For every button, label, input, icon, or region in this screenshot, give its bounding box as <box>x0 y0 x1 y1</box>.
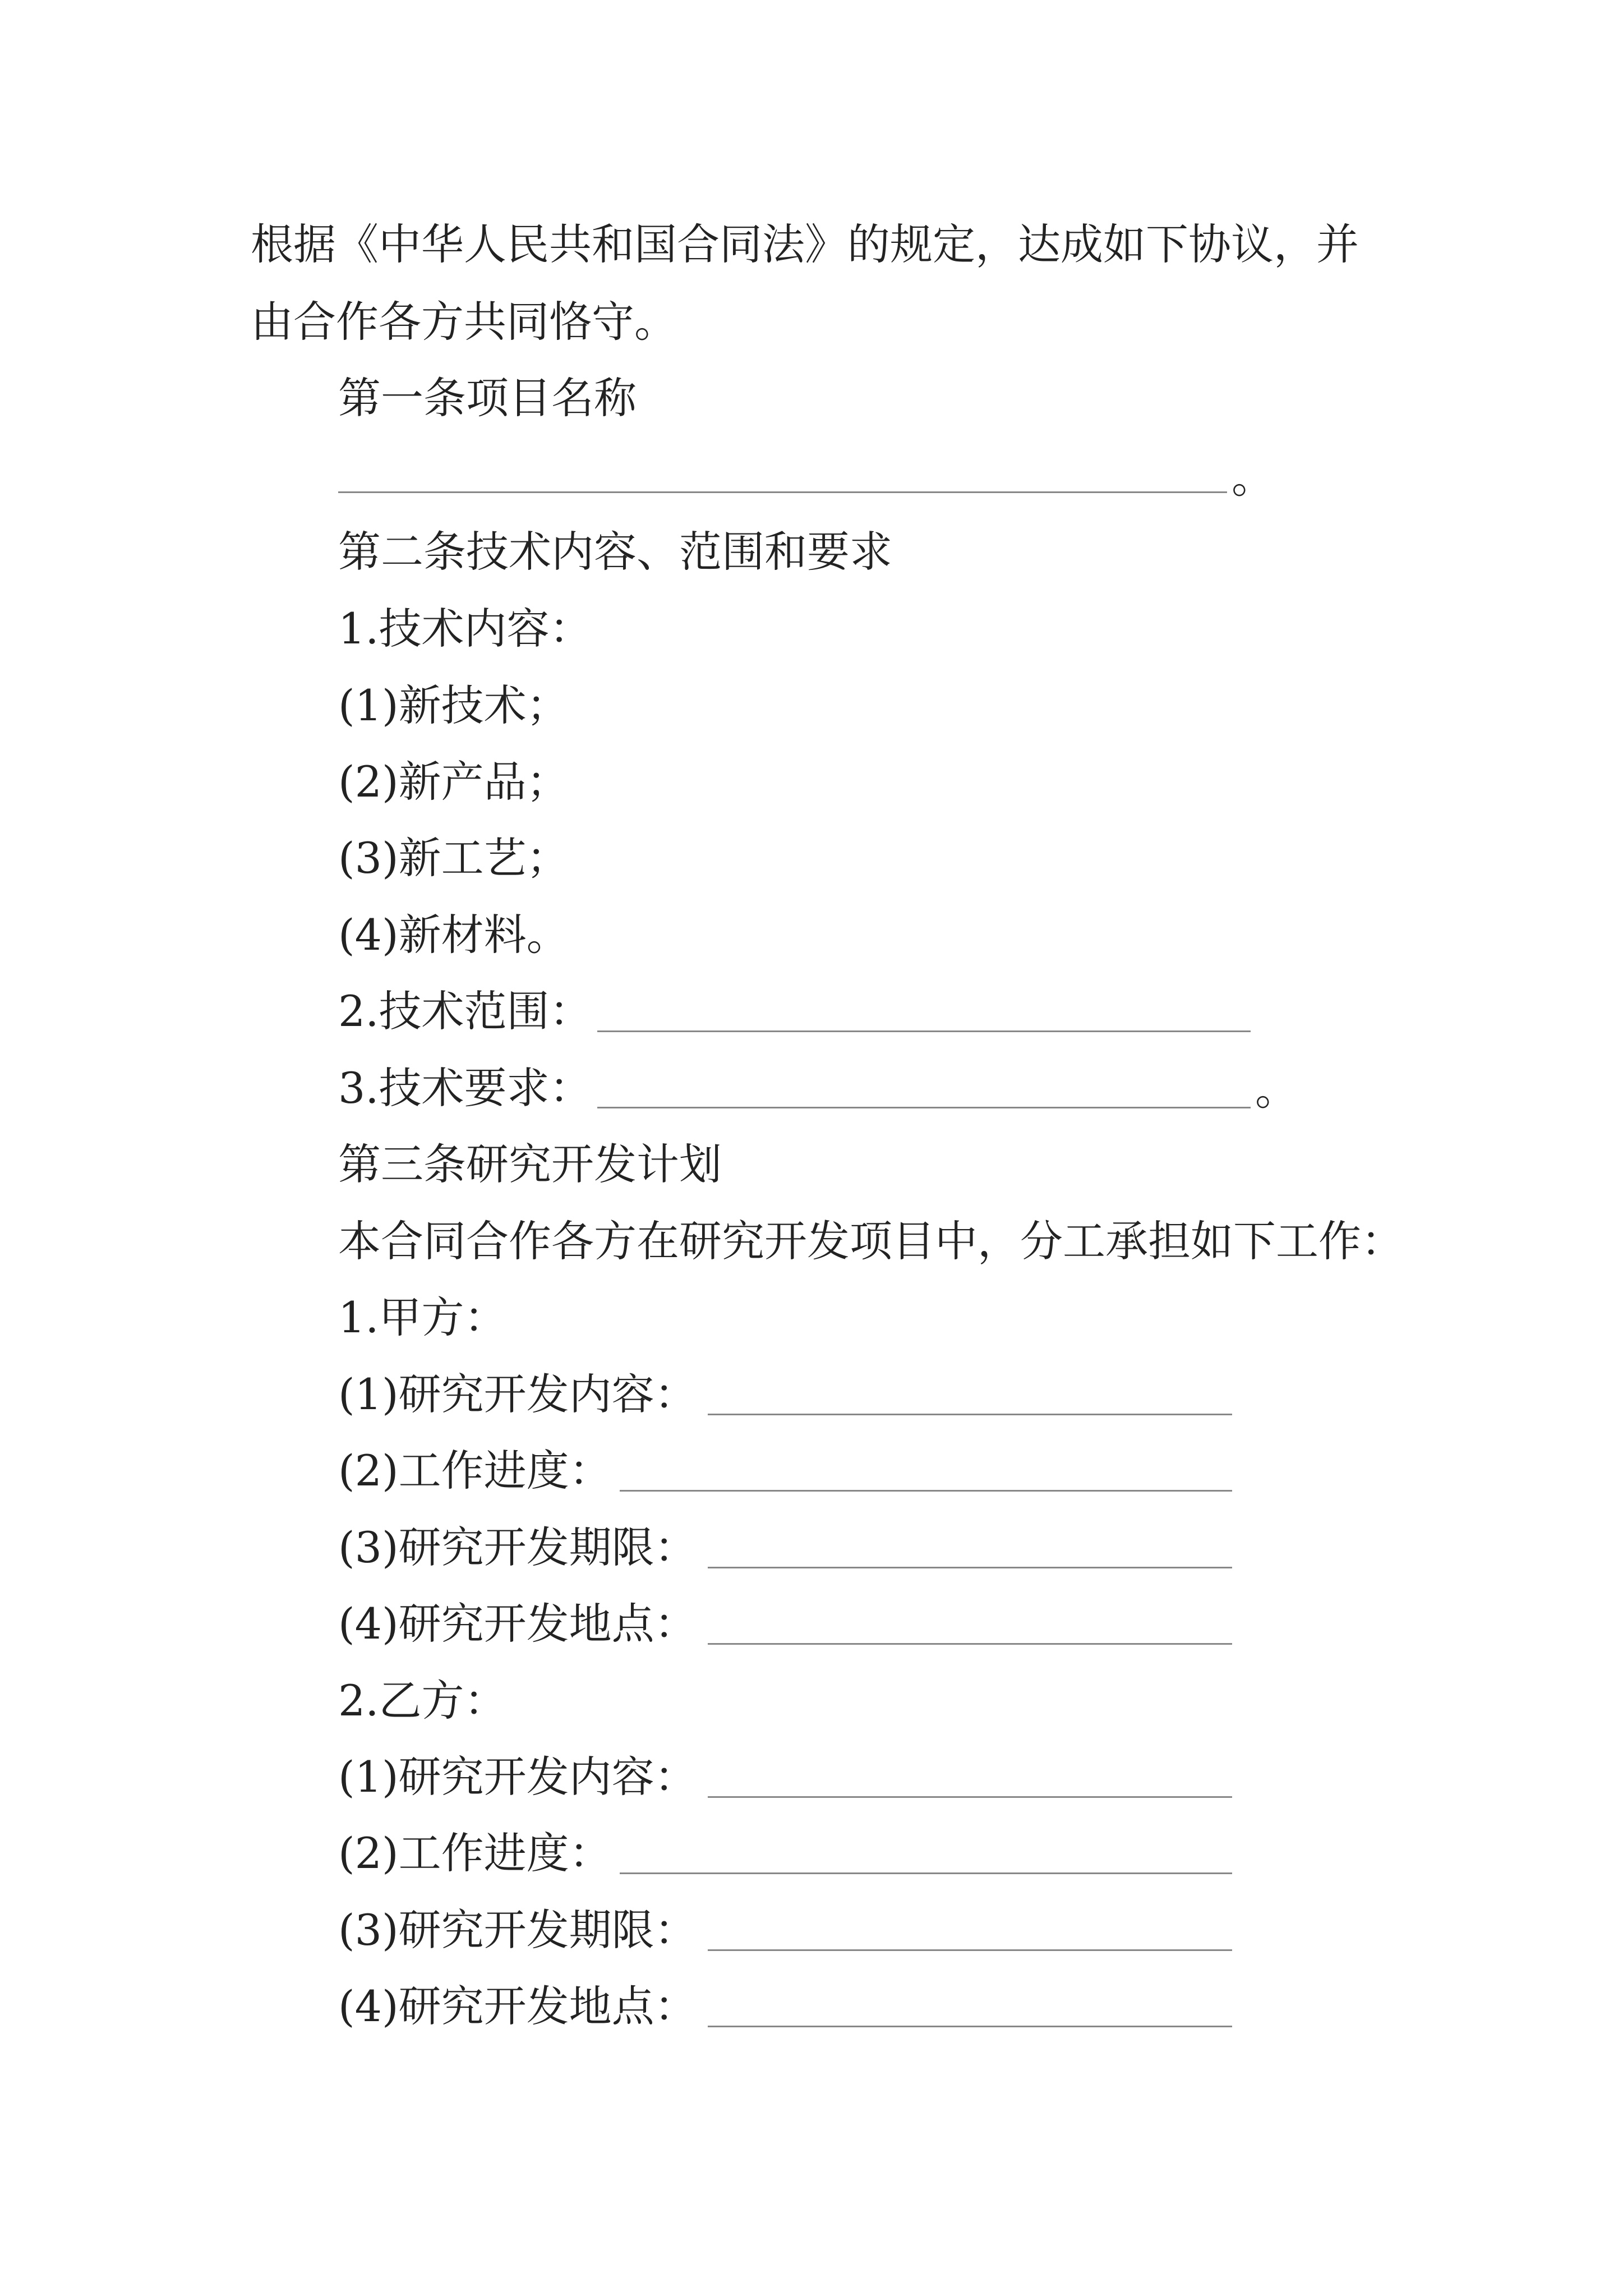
tech-scope-label: 2.技术范围： <box>338 986 592 1036</box>
tech-req-end-mark: 。 <box>1255 1065 1298 1115</box>
tech-content-label: 1.技术内容： <box>338 604 592 654</box>
party-b-field-4: (4)研究开发地点： <box>338 1981 697 2031</box>
party-b-field-1: (1)研究开发内容： <box>338 1752 697 1802</box>
article-1-end-mark: 。 <box>1232 453 1274 503</box>
tech-item-4: (4)新材料。 <box>338 910 569 960</box>
project-name-blank <box>338 491 1227 493</box>
intro-line-2: 由合作各方共同恪守。 <box>251 297 677 347</box>
party-a-field-2: (2)工作进度： <box>338 1446 612 1496</box>
party-a-field-4: (4)研究开发地点： <box>338 1599 697 1649</box>
intro-line-1: 根据《中华人民共和国合同法》的规定，达成如下协议，并 <box>251 219 1359 269</box>
party-b-field-4-blank <box>708 2026 1232 2027</box>
tech-req-label: 3.技术要求： <box>338 1063 592 1113</box>
party-a-field-1: (1)研究开发内容： <box>338 1369 697 1419</box>
party-a-field-2-blank <box>620 1490 1232 1492</box>
party-b-field-1-blank <box>708 1796 1232 1798</box>
party-b-field-3-blank <box>708 1949 1232 1951</box>
party-a-field-3: (3)研究开发期限： <box>338 1522 697 1572</box>
party-b-field-2: (2)工作进度： <box>338 1828 612 1878</box>
article-3-title: 第三条研究开发计划 <box>338 1139 722 1189</box>
tech-req-blank <box>597 1107 1251 1108</box>
party-b-label: 2.乙方： <box>338 1676 507 1726</box>
party-a-field-4-blank <box>708 1643 1232 1645</box>
article-1-title: 第一条项目名称 <box>338 373 637 423</box>
party-a-label: 1.甲方： <box>338 1292 507 1342</box>
party-a-field-1-blank <box>708 1414 1232 1415</box>
party-a-field-3-blank <box>708 1567 1232 1568</box>
tech-item-1: (1)新技术； <box>338 680 569 730</box>
tech-item-3: (3)新工艺； <box>338 833 569 883</box>
article-3-intro: 本合同合作各方在研究开发项目中，分工承担如下工作： <box>338 1216 1404 1266</box>
tech-item-2: (2)新产品； <box>338 757 569 807</box>
party-b-field-2-blank <box>620 1872 1232 1874</box>
article-2-title: 第二条技术内容、范围和要求 <box>338 527 892 577</box>
tech-scope-blank <box>597 1030 1251 1032</box>
party-b-field-3: (3)研究开发期限： <box>338 1905 697 1955</box>
